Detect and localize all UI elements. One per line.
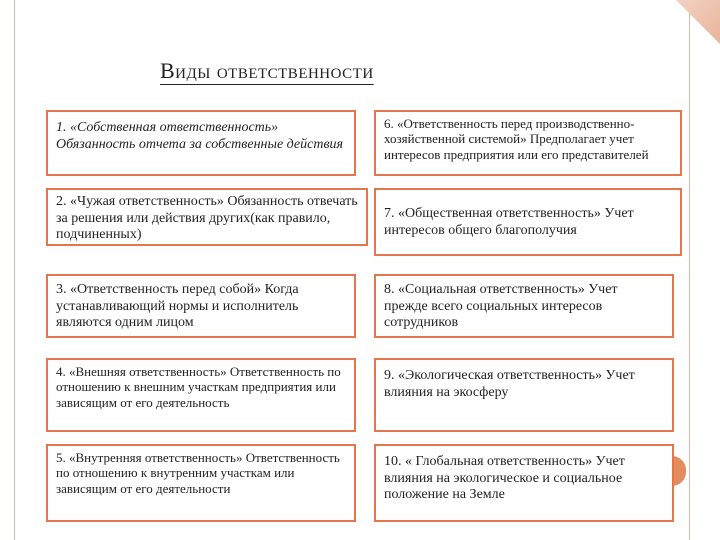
responsibility-box-10: 10. « Глобальная ответственность» Учет влияния на экологическое и социальное положение на Земле bbox=[374, 444, 674, 522]
responsibility-box-9: 9. «Экологическая ответственность» Учет влияния на экосферу bbox=[374, 358, 674, 432]
responsibility-box-4: 4. «Внешняя ответственность» Ответственность по отношению к внешним участкам предприятия или зависящим от его деятельность bbox=[46, 358, 356, 432]
responsibility-box-5: 5. «Внутренняя ответственность» Ответственность по отношению к внутренним участкам или зависящим от его деятельности bbox=[46, 444, 356, 522]
responsibility-box-3: 3. «Ответственность перед собой» Когда устанавливающий нормы и исполнитель являются одним лицом bbox=[46, 274, 356, 338]
slide-title: Виды ответственности bbox=[160, 58, 374, 83]
responsibility-box-1: 1. «Собственная ответственность» Обязанность отчета за собственные действия bbox=[46, 110, 356, 176]
responsibility-box-6: 6. «Ответственность перед производственно-хозяйственной системой» Предполагает учет интересов предприятия или его представителей bbox=[374, 110, 682, 176]
responsibility-box-8: 8. «Социальная ответственность» Учет прежде всего социальных интересов сотрудников bbox=[374, 274, 674, 338]
responsibility-box-2: 2. «Чужая ответственность» Обязанность отвечать за решения или действия других(как правило, подчиненных) bbox=[46, 188, 368, 246]
responsibility-box-7: 7. «Общественная ответственность» Учет интересов общего благополучия bbox=[374, 188, 682, 256]
